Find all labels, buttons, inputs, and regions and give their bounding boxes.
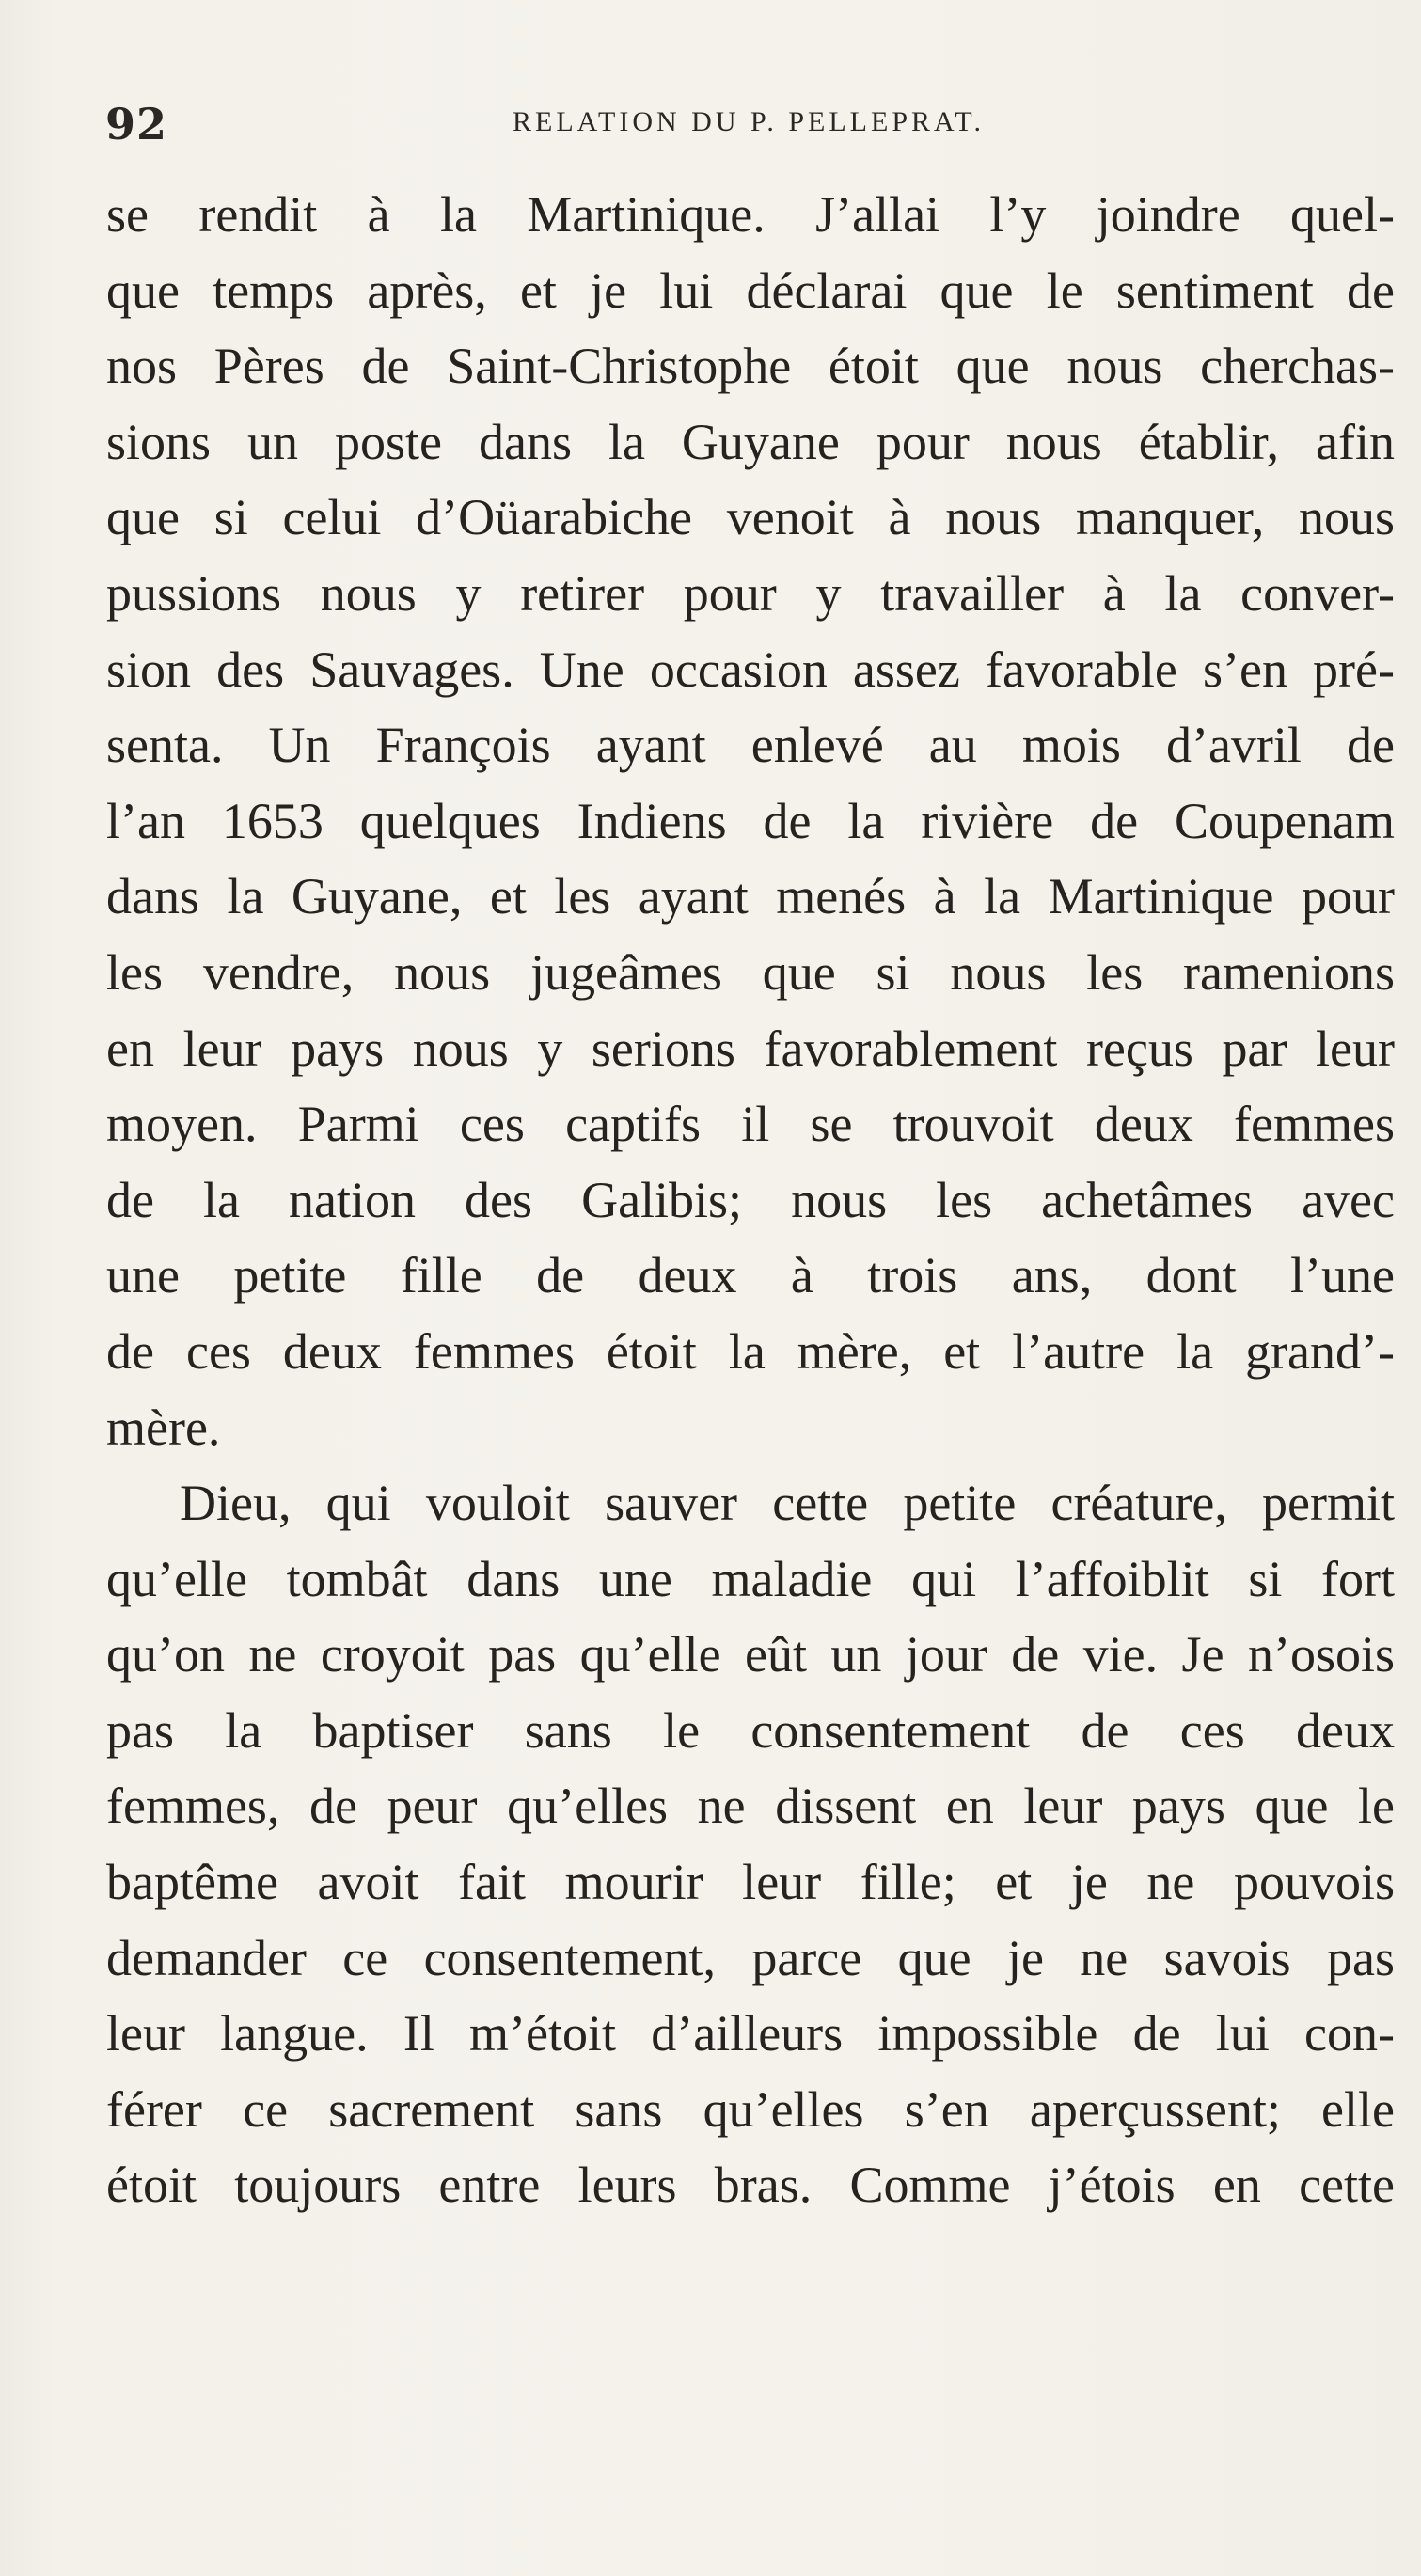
text-line: demander ce consentement, parce que je ne savois pas <box>106 1929 1395 1986</box>
paragraph-start-line: Dieu, qui vouloit sauver cette petite créature, permit <box>180 1475 1395 1532</box>
page-number: 92 <box>105 99 168 150</box>
text-line: sion des Sauvages. Une occasion assez favorable s’en pré- <box>106 640 1395 698</box>
body-text <box>106 177 1395 2223</box>
running-head: RELATION DU P. PELLEPRAT. <box>513 106 985 137</box>
text-line: dans la Guyane, et les ayant menés à la Martinique pour <box>106 868 1395 925</box>
text-line: qu’elle tombât dans une maladie qui l’affoiblit si fort <box>106 1550 1395 1607</box>
text-line: que temps après, et je lui déclarai que le sentiment de <box>106 261 1395 319</box>
text-line: femmes, de peur qu’elles ne dissent en leur pays que le <box>106 1778 1395 1835</box>
text-line: pussions nous y retirer pour y travailler à la conver- <box>106 564 1395 622</box>
text-line: de ces deux femmes étoit la mère, et l’autre la grand’- <box>106 1322 1395 1380</box>
paragraph-end-line: mère. <box>106 1399 221 1456</box>
text-line: qu’on ne croyoit pas qu’elle eût un jour de vie. Je n’osois <box>106 1626 1395 1683</box>
text-line: que si celui d’Oüarabiche venoit à nous manquer, nous <box>106 489 1395 546</box>
text-line: l’an 1653 quelques Indiens de la rivière de Coupenam <box>106 792 1395 849</box>
text-line: une petite fille de deux à trois ans, dont l’une <box>106 1247 1395 1304</box>
text-line: se rendit à la Martinique. J’allai l’y joindre quel- <box>106 186 1395 243</box>
text-line: en leur pays nous y serions favorablement reçus par leur <box>106 1019 1395 1077</box>
text-line: de la nation des Galibis; nous les achetâmes avec <box>106 1171 1395 1228</box>
text-line: leur langue. Il m’étoit d’ailleurs impossible de lui con- <box>106 2005 1395 2062</box>
text-line: pas la baptiser sans le consentement de ces deux <box>106 1701 1395 1759</box>
text-line: baptême avoit fait mourir leur fille; et je ne pouvois <box>106 1854 1395 1911</box>
text-line: senta. Un François ayant enlevé au mois d’avril de <box>106 717 1395 774</box>
page-header <box>105 99 1392 165</box>
text-line: étoit toujours entre leurs bras. Comme j’étois en cette <box>106 2157 1395 2214</box>
text-line: nos Pères de Saint-Christophe étoit que nous cherchas- <box>106 338 1395 395</box>
text-line: sions un poste dans la Guyane pour nous établir, afin <box>106 413 1395 470</box>
text-line: les vendre, nous jugeâmes que si nous les ramenions <box>106 943 1395 1001</box>
text-line: férer ce sacrement sans qu’elles s’en aperçussent; elle <box>106 2080 1395 2138</box>
text-line: moyen. Parmi ces captifs il se trouvoit deux femmes <box>106 1096 1395 1153</box>
